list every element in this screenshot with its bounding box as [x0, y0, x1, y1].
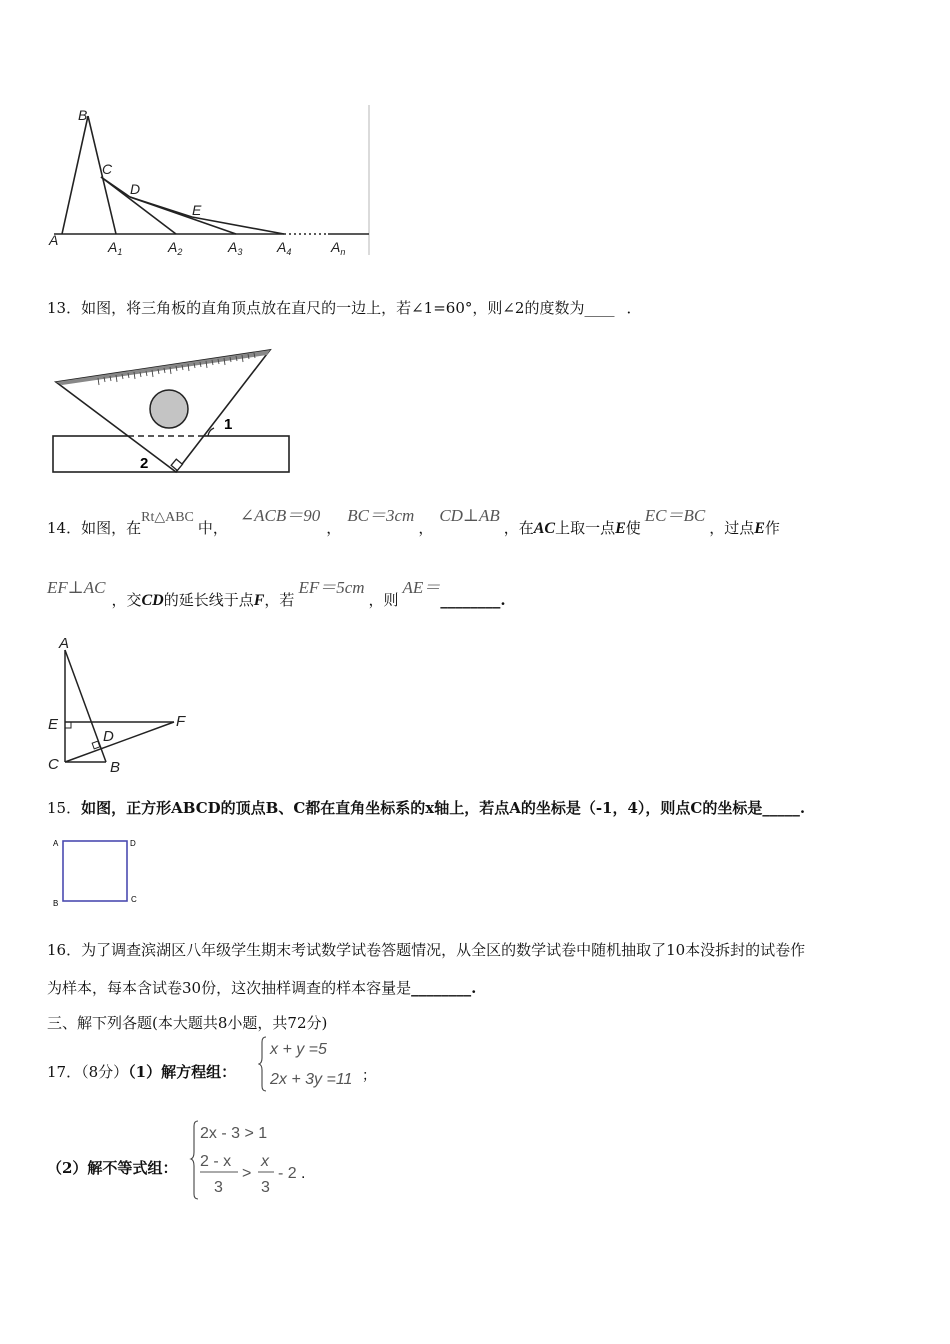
- q14-ef-5cm: EF＝5cm: [298, 578, 365, 597]
- right-angle-D: [92, 741, 100, 749]
- q14-text: ，交: [111, 591, 142, 609]
- minus-two: - 2: [278, 1165, 297, 1182]
- label-A2: $A_2$: [168, 239, 183, 257]
- q16-text: 为样本，每本含试卷30份，这次抽样调查的样本容量是: [47, 979, 412, 997]
- q13-number: 13．: [47, 299, 82, 317]
- q14-ef-perp-ac: EF⊥AC: [47, 578, 106, 597]
- q14-text: ，在: [503, 519, 534, 537]
- frac1-den: 3: [214, 1179, 223, 1196]
- label-B: B: [78, 107, 88, 123]
- label-A3: $A_3$: [228, 239, 243, 257]
- q14-ac: AC: [533, 520, 556, 537]
- q14-text: 如图，在: [81, 519, 142, 537]
- frac2-den: 3: [261, 1179, 270, 1196]
- question-16-line1: [47, 940, 805, 960]
- eq-1: x + y =5: [270, 1041, 327, 1058]
- label-E: E: [48, 716, 59, 733]
- frac1-num: 2 - x: [200, 1153, 232, 1170]
- q15-blank: _____: [762, 799, 800, 817]
- label-B: B: [53, 899, 59, 908]
- label-A: A: [49, 232, 59, 248]
- section-title: 三、解下列各题(本大题共8小题，共72分): [47, 1014, 328, 1032]
- figure-12: [44, 100, 374, 265]
- q16-blank: ________: [411, 979, 472, 997]
- label-E: E: [192, 202, 202, 218]
- left-brace: [191, 1121, 198, 1199]
- q14-angle-acb: ∠ACB＝90: [239, 506, 321, 525]
- label-F: F: [176, 713, 186, 730]
- q15-end: .: [799, 799, 806, 817]
- q17-number: 17．: [47, 1063, 82, 1081]
- label-D: D: [130, 839, 136, 848]
- q14-f: F: [253, 592, 265, 609]
- figure-13: [48, 344, 298, 479]
- seg-AB: [65, 650, 106, 762]
- semicolon: ；: [362, 1067, 376, 1083]
- q13-blank: ____: [584, 299, 615, 317]
- left-brace: [259, 1037, 266, 1091]
- q17-p2-label: （2）解不等式组：: [47, 1159, 178, 1177]
- label-D: D: [130, 181, 141, 197]
- ineq-1: 2x - 3 > 1: [200, 1125, 268, 1142]
- q14-text: 的延长线于点: [163, 591, 254, 609]
- label-A4: $A_4$: [277, 239, 292, 257]
- gt-sign: >: [242, 1165, 252, 1182]
- square-abcd: [63, 841, 127, 901]
- q14-text: ，若: [264, 591, 295, 609]
- seg-EA4: [192, 217, 284, 234]
- question-17-part1: [47, 1062, 236, 1082]
- q14-text: ，则: [368, 591, 399, 609]
- q15-text: 如图，正方形ABCD的顶点B、C都在直角坐标系的x轴上，若点A的坐标是（-1，4），则点C的坐标是: [81, 799, 763, 817]
- question-15: [47, 798, 805, 818]
- question-14-line2: [47, 578, 506, 618]
- label-A: A: [53, 839, 59, 848]
- q14-end: .: [500, 591, 506, 609]
- angle-2-label: 2: [140, 455, 149, 472]
- q14-text: 上取一点: [555, 519, 616, 537]
- question-16-line2: [47, 978, 476, 998]
- q14-cd: CD: [141, 592, 164, 609]
- q14-text: 作: [764, 519, 780, 537]
- q14-sep: ，: [326, 519, 342, 537]
- q14-e: E: [615, 520, 626, 537]
- q14-rt-abc: Rt△ABC: [141, 510, 194, 525]
- figure-15: [50, 834, 145, 912]
- q14-ec-eq-bc: EC＝BC: [644, 506, 706, 525]
- q17-points: （8分）: [81, 1063, 129, 1081]
- angle-1-label: 1: [224, 416, 233, 433]
- q14-e: E: [754, 520, 765, 537]
- q16-end: .: [471, 979, 477, 997]
- label-B: B: [110, 759, 121, 776]
- seg-CF: [65, 722, 174, 762]
- triangle-hole: [150, 390, 188, 428]
- q13-end: ．: [626, 299, 642, 317]
- q14-bc: BC＝3cm: [347, 506, 415, 525]
- eq-2: 2x + 3y =11: [270, 1071, 353, 1088]
- label-C: C: [48, 756, 59, 773]
- q14-number: 14．: [47, 519, 82, 537]
- q17-p1-label: （1）解方程组：: [128, 1063, 237, 1081]
- q14-ae: AE＝: [402, 578, 441, 597]
- q14-cd-perp-ab: CD⊥AB: [439, 506, 500, 525]
- q15-number: 15．: [47, 799, 82, 817]
- figure-14: [44, 636, 204, 776]
- label-An: $A_n$: [331, 239, 346, 257]
- question-14-line1: [47, 506, 780, 546]
- q14-text: 中，: [197, 519, 228, 537]
- period: .: [301, 1165, 306, 1182]
- label-A: A: [59, 636, 70, 652]
- q14-text: ，过点: [709, 519, 755, 537]
- label-D: D: [103, 728, 114, 745]
- q14-text: 使: [625, 519, 641, 537]
- label-A1: $A_1$: [108, 239, 123, 257]
- q13-text: 如图，将三角板的直角顶点放在直尺的一边上，若∠1=60°，则∠2的度数为: [81, 299, 585, 317]
- q17-system-of-equations: [258, 1034, 388, 1094]
- q14-blank: ________: [440, 591, 501, 609]
- question-17-part2: [47, 1158, 177, 1178]
- question-13: [47, 298, 642, 318]
- right-angle-E: [65, 722, 71, 728]
- frac2-num: x: [261, 1153, 269, 1170]
- label-C: C: [102, 161, 113, 177]
- q17-system-of-inequalities: [186, 1118, 326, 1202]
- label-C: C: [131, 895, 137, 904]
- section-3-title: [47, 1013, 327, 1033]
- seg-AB: [62, 116, 88, 234]
- q16-text: 16．为了调查滨湖区八年级学生期末考试数学试卷答题情况，从全区的数学试卷中随机抽取了10本没拆封的试卷作: [47, 941, 806, 959]
- q14-sep: ，: [418, 519, 434, 537]
